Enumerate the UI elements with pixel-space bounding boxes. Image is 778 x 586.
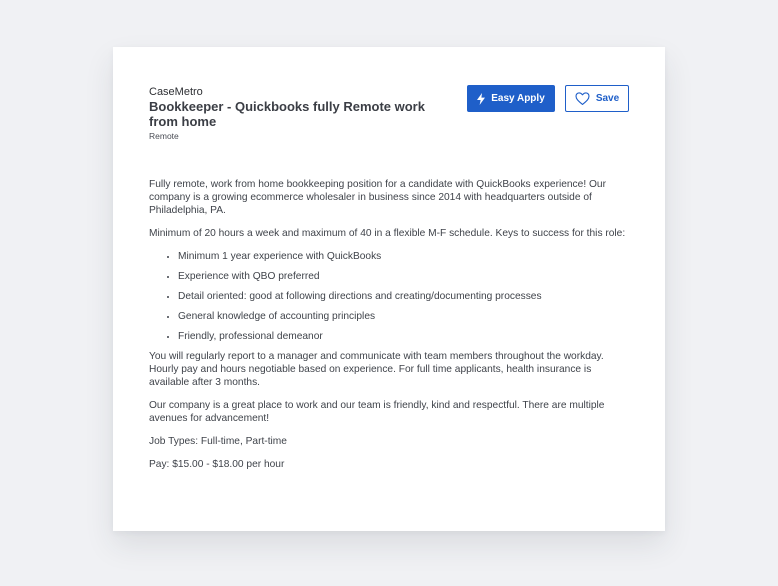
job-description (149, 178, 629, 471)
description-paragraph: Our company is a great place to work and our team is friendly, kind and respectful. There are multiple avenues for advancement! (149, 400, 605, 424)
lightning-icon (477, 93, 485, 105)
requirement-item: • General knowledge of accounting principles (178, 310, 629, 323)
save-label: Save (595, 93, 620, 104)
job-title: Bookkeeper - Quickbooks fully Remote work from home (149, 99, 425, 129)
easy-apply-button[interactable] (467, 85, 555, 112)
requirement-item: • Detail oriented: good at following directions and creating/documenting processes (178, 290, 629, 303)
description-paragraph: Fully remote, work from home bookkeeping position for a candidate with QuickBooks experience! Our company is a growing ecommerce wholesaler in business since 2014 with headquarters outside of Philadelphia, PA. (149, 179, 606, 216)
pay-range: Pay: $15.00 - $18.00 per hour (149, 459, 285, 470)
easy-apply-label: Easy Apply (491, 93, 545, 104)
requirements-list (149, 250, 629, 343)
job-types: Job Types: Full-time, Part-time (149, 436, 287, 447)
job-detail-card (113, 47, 665, 531)
requirement-item: • Friendly, professional demeanor (178, 330, 629, 343)
save-button[interactable] (565, 85, 629, 112)
company-name: CaseMetro (149, 86, 203, 98)
description-paragraph: You will regularly report to a manager and communicate with team members throughout the workday. Hourly pay and hours negotiable based on experience. For full time applicants, health insurance is available after 3 months. (149, 351, 604, 388)
job-location: Remote (149, 131, 179, 141)
heart-icon (575, 92, 590, 105)
job-actions (467, 85, 629, 112)
job-header (149, 86, 629, 142)
description-paragraph: Minimum of 20 hours a week and maximum of 40 in a flexible M-F schedule. Keys to success for this role: (149, 228, 626, 239)
requirement-item: • Experience with QBO preferred (178, 270, 629, 283)
requirement-item: • Minimum 1 year experience with QuickBooks (178, 250, 629, 263)
